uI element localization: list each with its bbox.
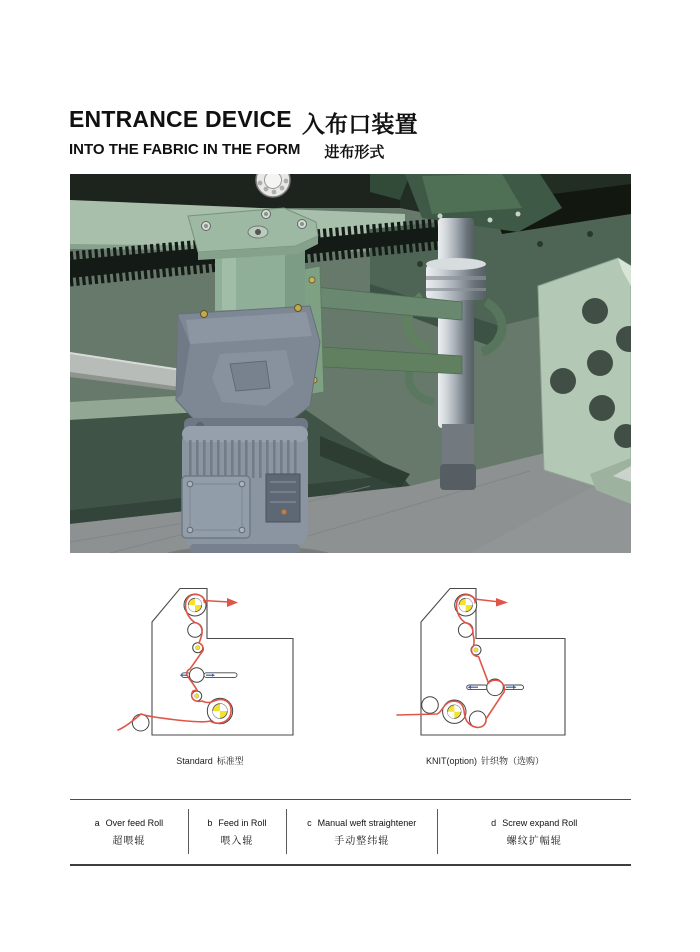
legend-key: d — [491, 817, 497, 828]
page-subtitle-cn: 进布形式 — [324, 144, 385, 161]
page-title-en: ENTRANCE DEVICE — [69, 106, 292, 132]
legend-key: c — [307, 817, 312, 828]
standard-label-en: Standard — [176, 756, 213, 766]
standard-diagram — [110, 580, 310, 748]
legend-item-d — [437, 800, 631, 864]
direction-arrow — [496, 598, 508, 607]
perforated-plate — [538, 258, 631, 504]
page-title-cn: 入布口装置 — [301, 111, 418, 137]
legend-key: b — [207, 817, 213, 828]
page-title — [69, 106, 418, 139]
knit-label-cn: 针织物（选购） — [481, 756, 545, 766]
knit-label-en: KNIT(option) — [425, 756, 477, 766]
legend-key: a — [94, 817, 100, 828]
legend-text-en: Screw expand Roll — [502, 817, 578, 828]
roller-legend-table — [70, 799, 631, 866]
legend-text-cn: 喂入辊 — [220, 835, 254, 847]
legend-text-cn: 螺纹扩幅辊 — [506, 835, 562, 847]
knit-diagram — [385, 580, 585, 748]
machine-photo — [70, 174, 631, 553]
legend-text-en: Feed in Roll — [218, 817, 267, 828]
knit-diagram-label — [385, 754, 585, 767]
standard-diagram-label — [110, 754, 310, 767]
legend-text-cn: 超喂辊 — [112, 835, 146, 847]
legend-item-b — [188, 800, 286, 864]
direction-arrow — [227, 598, 238, 607]
page-subtitle-en: INTO THE FABRIC IN THE FORM — [69, 141, 301, 158]
legend-item-a — [70, 800, 188, 864]
legend-text-en: Over feed Roll — [105, 817, 164, 828]
standard-label-cn: 标准型 — [216, 756, 244, 766]
legend-item-c — [286, 800, 437, 864]
legend-text-en: Manual weft straightener — [317, 817, 417, 828]
legend-text-cn: 手动整纬辊 — [334, 835, 390, 847]
page-subtitle — [69, 141, 384, 162]
